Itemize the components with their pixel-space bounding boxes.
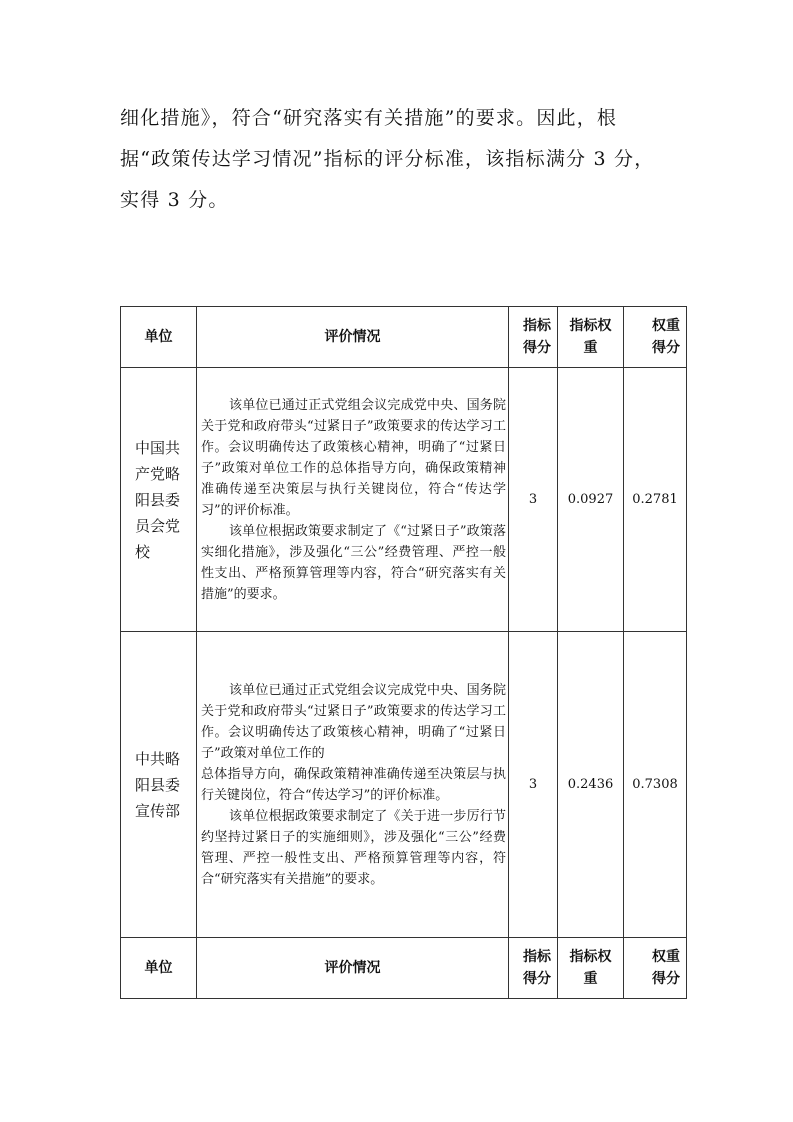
header-indicator-weight [558, 307, 624, 368]
paragraph-line: 实得 3 分。 [120, 189, 229, 211]
evaluation-paragraph: 总体指导方向，确保政策精神准确传递至决策层与执行关键岗位，符合“传达学习”的评价标准。 [201, 766, 506, 803]
paragraph-line: 据“政策传达学习情况”指标的评分标准，该指标满分 3 分， [120, 148, 655, 170]
header-evaluation: 评价情况 [197, 938, 509, 999]
evaluation-paragraph: 该单位根据政策要求制定了《关于进一步厉行节约坚持过紧日子的实施细则》，涉及强化“三公”经费管理、严控一般性支出、严格预算管理等内容，符合“研究落实有关措施”的要求。 [201, 808, 506, 887]
header-text: 得分 [523, 971, 551, 987]
header-indicator-weight [558, 938, 624, 999]
weighted-score-cell: 0.2781 [624, 368, 687, 632]
header-indicator-score [509, 938, 558, 999]
evaluation-cell [197, 632, 509, 938]
unit-cell: 中国共产党略阳县委员会党校 [121, 368, 197, 632]
header-text: 权重 [652, 949, 680, 965]
table-row [121, 368, 687, 632]
header-weighted-score [624, 938, 687, 999]
header-indicator-score [509, 307, 558, 368]
indicator-weight-cell: 0.2436 [558, 632, 624, 938]
header-text: 得分 [523, 340, 551, 356]
indicator-score-cell: 3 [509, 632, 558, 938]
table-header-row-repeat [121, 938, 687, 999]
weighted-score-cell: 0.7308 [624, 632, 687, 938]
header-text: 指标 [523, 949, 551, 965]
header-text: 重 [583, 340, 598, 356]
evaluation-cell [197, 368, 509, 632]
header-evaluation: 评价情况 [197, 307, 509, 368]
header-unit: 单位 [121, 938, 197, 999]
header-text: 指标 [523, 318, 551, 334]
evaluation-paragraph: 该单位已通过正式党组会议完成党中央、国务院关于党和政府带头“过紧日子”政策要求的传达学习工作。会议明确传达了政策核心精神，明确了“过紧日子”政策对单位工作的 [201, 682, 506, 761]
header-text: 指标权 [569, 949, 612, 965]
table-header-row [121, 307, 687, 368]
header-text: 重 [583, 971, 598, 987]
header-unit: 单位 [121, 307, 197, 368]
evaluation-paragraph: 该单位已通过正式党组会议完成党中央、国务院关于党和政府带头“过紧日子”政策要求的传达学习工作。会议明确传达了政策核心精神，明确了“过紧日子”政策对单位工作的总体指导方向，确保政策精神准确传递至决策层与执行关键岗位，符合“传达学习”的评价标准。 [201, 397, 506, 518]
body-paragraph [120, 98, 690, 221]
table-row [121, 632, 687, 938]
evaluation-table [120, 306, 687, 999]
unit-cell: 中共略阳县委宣传部 [121, 632, 197, 938]
indicator-weight-cell: 0.0927 [558, 368, 624, 632]
evaluation-paragraph: 该单位根据政策要求制定了《“过紧日子”政策落实细化措施》，涉及强化“三公”经费管理、严控一般性支出、严格预算管理等内容，符合“研究落实有关措施”的要求。 [201, 523, 506, 602]
paragraph-line: 细化措施》，符合“研究落实有关措施”的要求。因此，根 [120, 107, 618, 129]
indicator-score-cell: 3 [509, 368, 558, 632]
header-text: 得分 [652, 971, 680, 987]
header-weighted-score [624, 307, 687, 368]
header-text: 指标权 [569, 318, 612, 334]
header-text: 权重 [652, 318, 680, 334]
header-text: 得分 [652, 340, 680, 356]
